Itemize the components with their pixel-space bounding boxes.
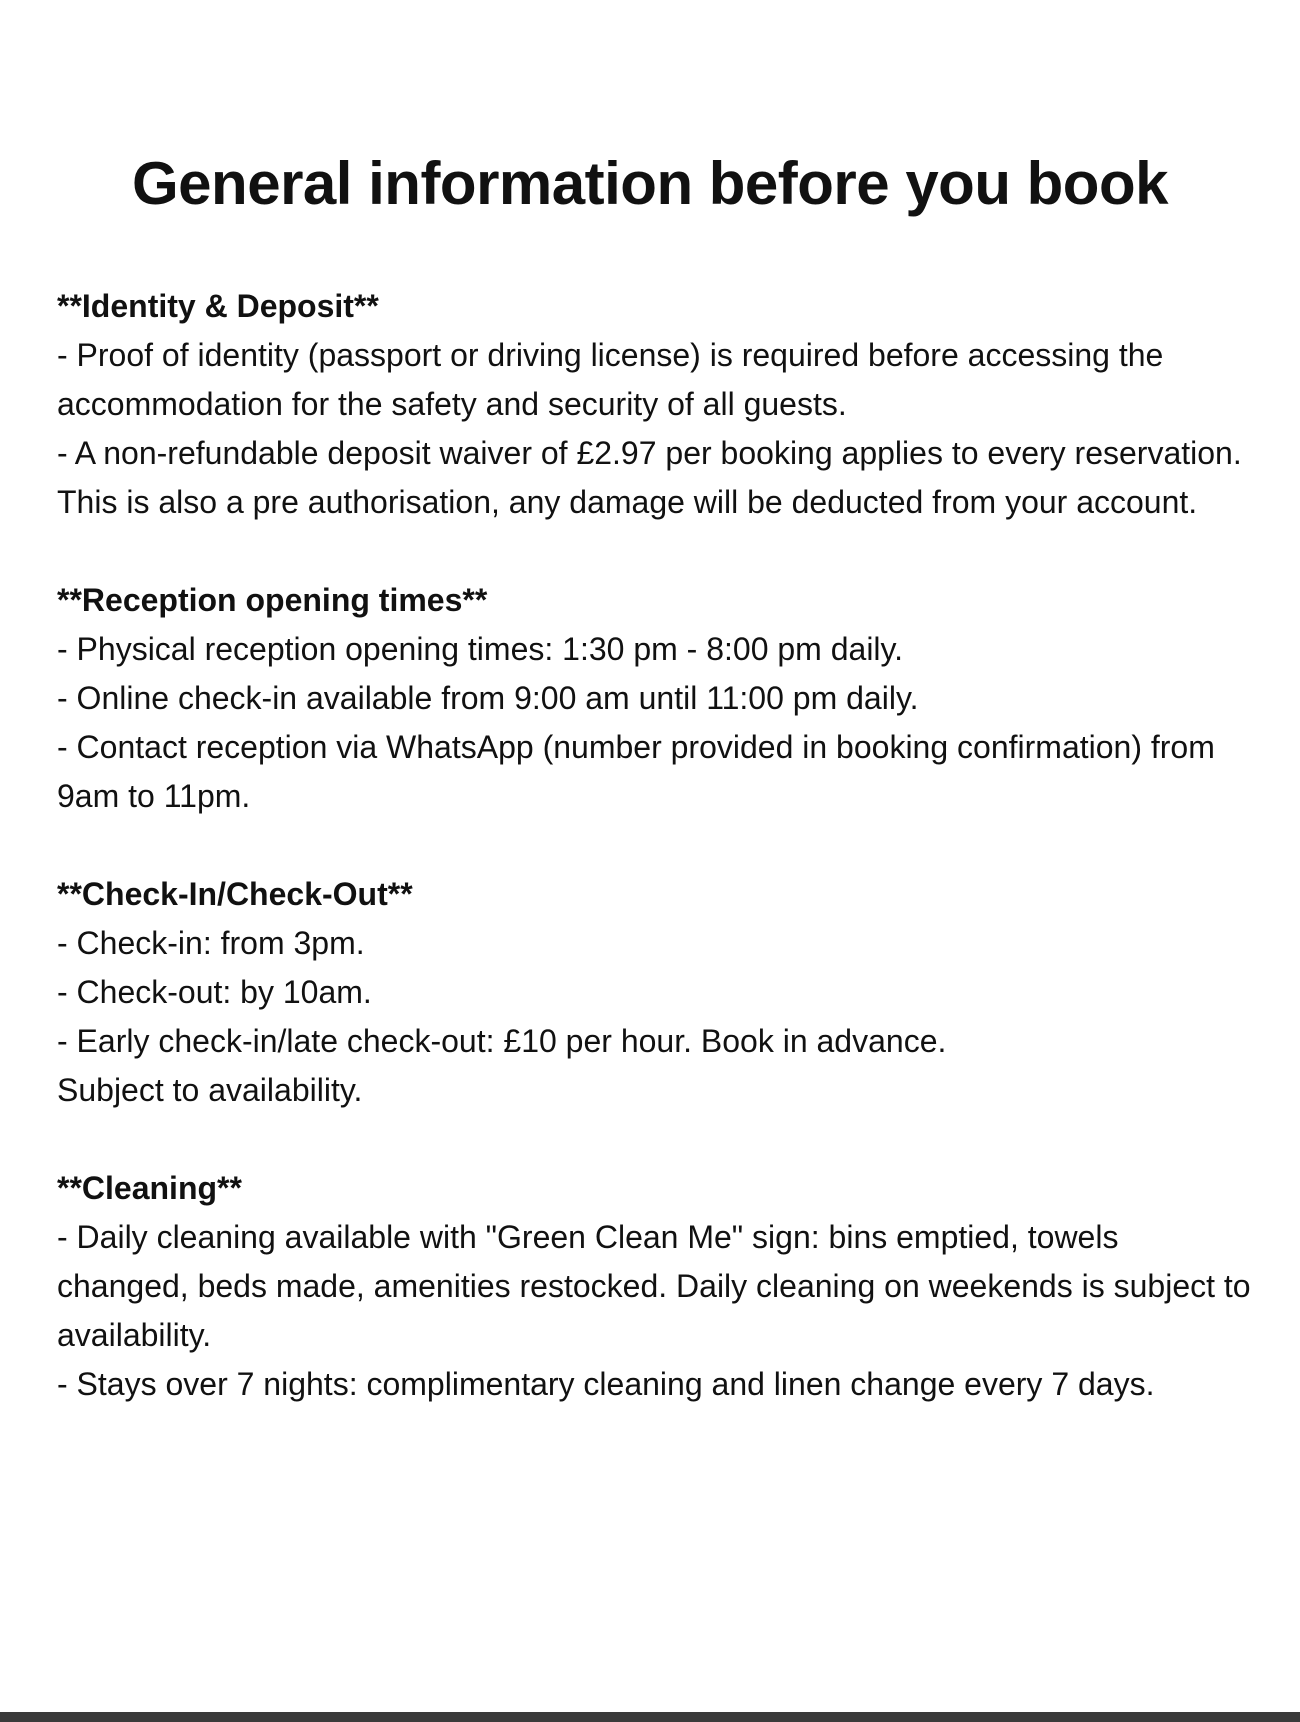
section-identity-deposit xyxy=(57,282,1257,527)
section-body xyxy=(57,1213,1257,1409)
section-body xyxy=(57,331,1257,527)
section-heading: **Check-In/Check-Out** xyxy=(57,876,413,912)
info-line: Subject to availability. xyxy=(57,1072,363,1108)
section-checkin-checkout xyxy=(57,870,1257,1115)
info-line: - Stays over 7 nights: complimentary cleaning and linen change every 7 days. xyxy=(57,1366,1155,1402)
page-title: General information before you book xyxy=(132,150,1168,217)
info-line: - Contact reception via WhatsApp (number provided in booking confirmation) from 9am to 11pm. xyxy=(57,729,1215,814)
info-line: - Early check-in/late check-out: £10 per hour. Book in advance. xyxy=(57,1023,947,1059)
bottom-edge-bar xyxy=(0,1712,1300,1722)
info-line: - Check-out: by 10am. xyxy=(57,974,372,1010)
section-body xyxy=(57,625,1257,821)
section-heading: **Reception opening times** xyxy=(57,582,488,618)
info-line: - A non-refundable deposit waiver of £2.97 per booking applies to every reservation. This is also a pre authorisation, any damage will be deducted from your account. xyxy=(57,435,1242,520)
document-content xyxy=(57,282,1257,1458)
info-line: - Proof of identity (passport or driving license) is required before accessing the accommodation for the safety and security of all guests. xyxy=(57,337,1164,422)
info-line: - Online check-in available from 9:00 am until 11:00 pm daily. xyxy=(57,680,919,716)
section-body xyxy=(57,919,1257,1115)
section-heading: **Identity & Deposit** xyxy=(57,288,379,324)
info-line: - Physical reception opening times: 1:30 pm - 8:00 pm daily. xyxy=(57,631,904,667)
section-heading: **Cleaning** xyxy=(57,1170,242,1206)
section-cleaning xyxy=(57,1164,1257,1409)
info-line: - Check-in: from 3pm. xyxy=(57,925,365,961)
info-line: - Daily cleaning available with "Green Clean Me" sign: bins emptied, towels changed, beds made, amenities restocked. Daily cleaning on weekends is subject to availability. xyxy=(57,1219,1251,1353)
section-reception-times xyxy=(57,576,1257,821)
